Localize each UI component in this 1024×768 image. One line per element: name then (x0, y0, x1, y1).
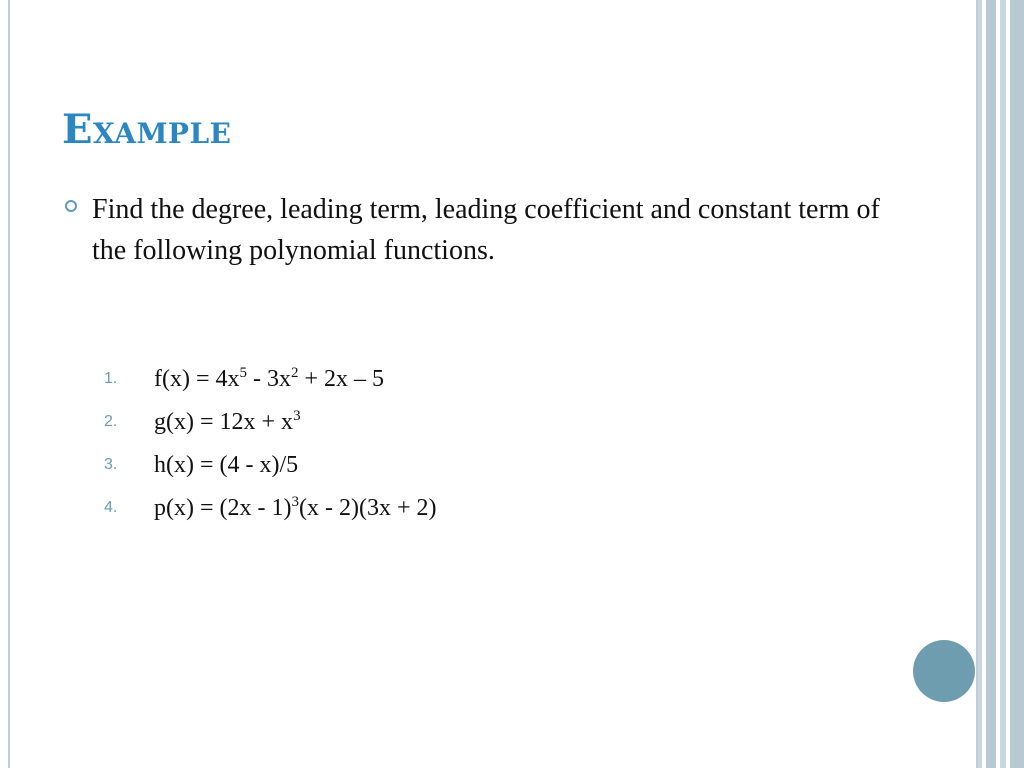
band (1000, 0, 1006, 768)
expression: p(x) = (2x - 1)$^3$(x - 2)(3x + 2) (154, 494, 437, 521)
list-item (104, 495, 804, 538)
list-number: 2. (104, 413, 118, 430)
expression: $g(x) = 12x + x^3$ (154, 408, 301, 435)
list-number: 1. (104, 370, 118, 387)
slide-title: Example (62, 106, 232, 153)
right-decorative-bands (978, 0, 1024, 768)
hollow-circle-bullet-icon (65, 200, 77, 212)
list-number: 4. (104, 499, 118, 516)
expression: h(x) = (4 - x)/5 (154, 452, 299, 478)
list-number: 3. (104, 456, 118, 473)
bullet-text: Find the degree, leading term, leading coefficient and constant term of the following polynomial functions. (92, 194, 880, 266)
band (986, 0, 996, 768)
band (1010, 0, 1024, 768)
expression: $f(x) = 4x^5 - 3x^2 + 2x - 5$ (154, 365, 385, 392)
list-item (104, 452, 804, 495)
list-item (104, 409, 804, 452)
band (978, 0, 982, 768)
list-item (104, 366, 804, 409)
circle-decoration-icon (913, 640, 975, 702)
numbered-list (104, 366, 804, 538)
